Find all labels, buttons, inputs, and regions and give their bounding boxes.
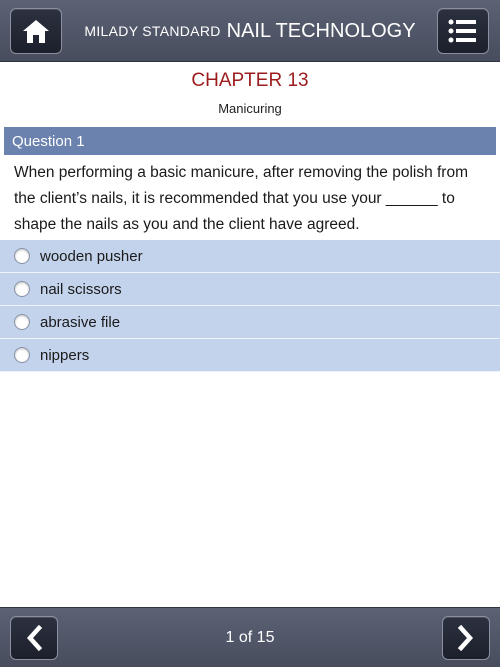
answer-options	[0, 240, 500, 372]
page-indicator: 1 of 15	[225, 629, 275, 646]
answer-option-label: abrasive file	[40, 313, 121, 331]
menu-button[interactable]	[437, 8, 489, 54]
radio-button[interactable]	[14, 281, 30, 297]
chapter-title: CHAPTER 13	[191, 70, 309, 91]
chapter-subtitle: Manicuring	[218, 101, 282, 116]
top-bar	[0, 0, 500, 62]
bottom-bar	[0, 607, 500, 667]
app-title-small: MILADY STANDARD	[84, 23, 221, 39]
answer-option[interactable]	[0, 306, 500, 339]
answer-option-label: wooden pusher	[40, 247, 143, 265]
previous-button[interactable]	[10, 616, 58, 660]
answer-option[interactable]	[0, 339, 500, 372]
app-title	[70, 0, 430, 62]
chevron-right-icon	[456, 625, 476, 651]
question-text: When performing a basic manicure, after removing the polish from the client’s nails, it is recommended that you use your ______ to shape the nails as you and the client have agreed.	[14, 164, 469, 233]
answer-option-label: nail scissors	[40, 280, 122, 298]
list-menu-icon	[448, 18, 478, 44]
radio-button[interactable]	[14, 314, 30, 330]
home-button[interactable]	[10, 8, 62, 54]
question-label: Question 1	[12, 132, 85, 150]
radio-button[interactable]	[14, 347, 30, 363]
home-icon	[21, 17, 51, 45]
question-header	[4, 127, 496, 155]
radio-button[interactable]	[14, 248, 30, 264]
answer-option-label: nippers	[40, 346, 90, 364]
app-title-big: NAIL TECHNOLOGY	[226, 19, 416, 42]
chevron-left-icon	[24, 625, 44, 651]
next-button[interactable]	[442, 616, 490, 660]
answer-option[interactable]	[0, 273, 500, 306]
answer-option[interactable]	[0, 240, 500, 273]
